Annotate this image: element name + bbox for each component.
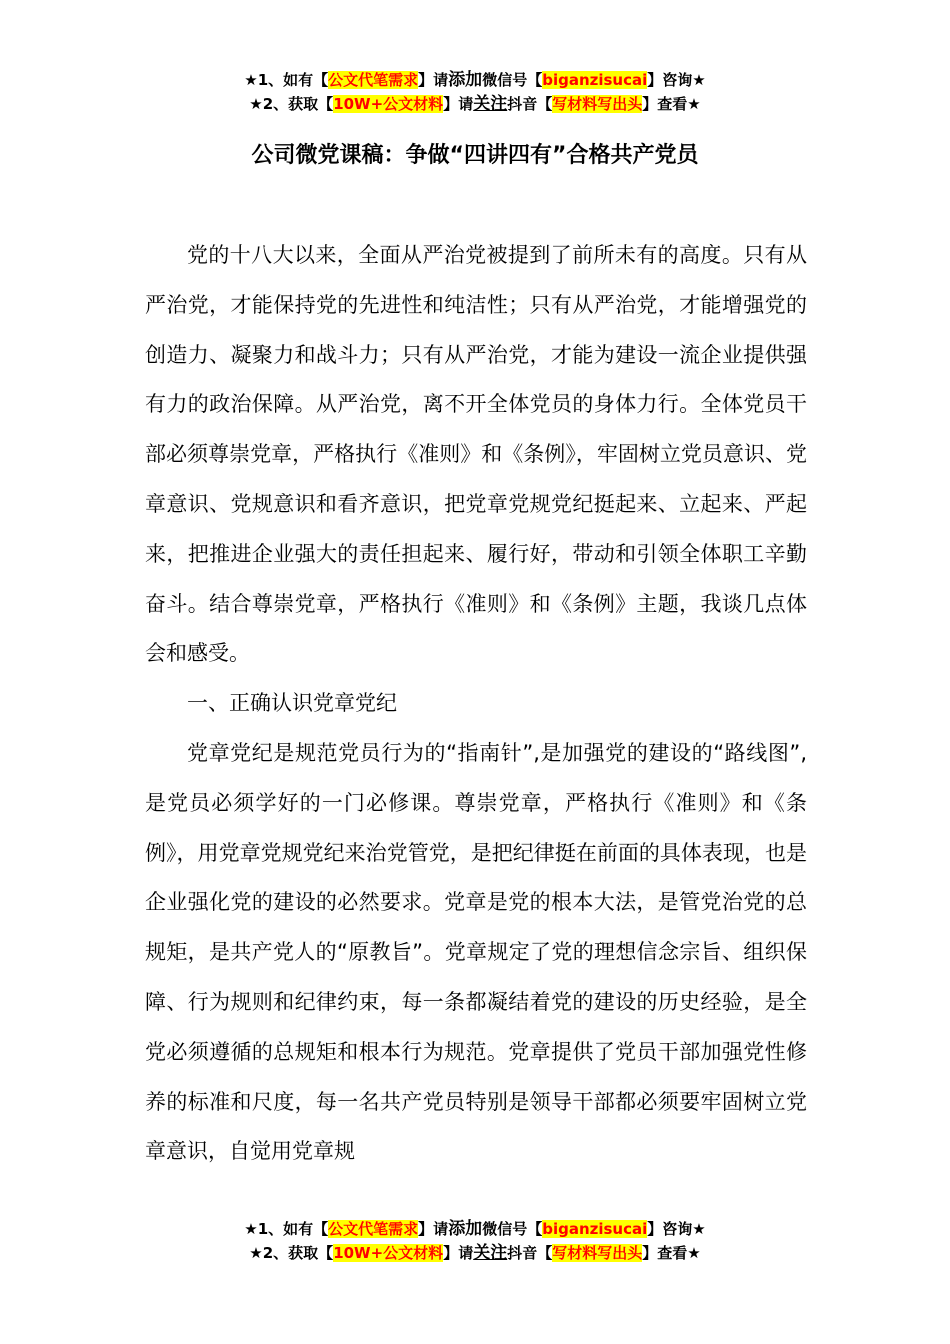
promo-text: 】咨询★ bbox=[647, 71, 706, 89]
promo-text: ★1、如有【 bbox=[244, 1220, 329, 1238]
promo-highlight: 写材料写出头 bbox=[552, 95, 643, 113]
promo-highlight: 公文代笔需求 bbox=[328, 1220, 419, 1238]
promo-text: 微信号【 bbox=[482, 71, 543, 89]
promo-line-2 bbox=[0, 1241, 950, 1265]
promo-text: 】查看★ bbox=[642, 1244, 701, 1262]
promo-text: 抖音【 bbox=[507, 1244, 553, 1262]
promo-highlight: biganzisucai bbox=[542, 71, 648, 89]
section-heading: 一、正确认识党章党纪 bbox=[187, 691, 397, 716]
promo-emphasis: 添加 bbox=[448, 1219, 483, 1239]
bottom-promo-banner bbox=[0, 1217, 950, 1265]
promo-text: 】查看★ bbox=[642, 95, 701, 113]
promo-emphasis: 关注 bbox=[473, 1243, 508, 1263]
promo-emphasis: 关注 bbox=[473, 94, 508, 114]
promo-text: 】请 bbox=[418, 1220, 449, 1238]
promo-highlight: 写材料写出头 bbox=[552, 1244, 643, 1262]
document-body bbox=[145, 231, 807, 1177]
top-promo-banner bbox=[0, 68, 950, 116]
promo-highlight: 10W+公文材料 bbox=[333, 1244, 444, 1262]
promo-emphasis: 添加 bbox=[448, 70, 483, 90]
promo-line-1 bbox=[0, 1217, 950, 1241]
promo-text: ★2、获取【 bbox=[249, 1244, 334, 1262]
promo-text: ★1、如有【 bbox=[244, 71, 329, 89]
promo-text: 】请 bbox=[443, 95, 474, 113]
promo-text: 】请 bbox=[443, 1244, 474, 1262]
promo-text: ★2、获取【 bbox=[249, 95, 334, 113]
body-paragraph: 党的十八大以来，全面从严治党被提到了前所未有的高度。只有从严治党，才能保持党的先进性和纯洁性；只有从严治党，才能增强党的创造力、凝聚力和战斗力；只有从严治党，才能为建设一流企业提供强有力的政治保障。从严治党，离不开全体党员的身体力行。全体党员干部必须尊崇党章，严格执行《准则》和《条例》，牢固树立党员意识、党章意识、党规意识和看齐意识，把党章党规党纪挺起来、立起来、严起来，把推进企业强大的责任担起来、履行好，带动和引领全体职工辛勤奋斗。结合尊崇党章，严格执行《准则》和《条例》主题，我谈几点体会和感受。 bbox=[145, 243, 807, 666]
promo-text: 】咨询★ bbox=[647, 1220, 706, 1238]
body-paragraph: 党章党纪是规范党员行为的“指南针”,是加强党的建设的“路线图”,是党员必须学好的一门必修课。尊崇党章，严格执行《准则》和《条例》，用党章党规党纪来治党管党，是把纪律挺在前面的具体表现，也是企业强化党的建设的必然要求。党章是党的根本大法，是管党治党的总规矩，是共产党人的“原教旨”。党章规定了党的理想信念宗旨、组织保障、行为规则和纪律约束，每一条都凝结着党的建设的历史经验，是全党必须遵循的总规矩和根本行为规范。党章提供了党员干部加强党性修养的标准和尺度，每一名共产党员特别是领导干部都必须要牢固树立党章意识，自觉用党章规 bbox=[145, 740, 807, 1164]
promo-text: 】请 bbox=[418, 71, 449, 89]
promo-highlight: 10W+公文材料 bbox=[333, 95, 444, 113]
promo-highlight: 公文代笔需求 bbox=[328, 71, 419, 89]
promo-text: 微信号【 bbox=[482, 1220, 543, 1238]
promo-text: 抖音【 bbox=[507, 95, 553, 113]
document-title: 公司微党课稿：争做“四讲四有”合格共产党员 bbox=[251, 143, 699, 168]
promo-line-2 bbox=[0, 92, 950, 116]
promo-line-1 bbox=[0, 68, 950, 92]
promo-highlight: biganzisucai bbox=[542, 1220, 648, 1238]
